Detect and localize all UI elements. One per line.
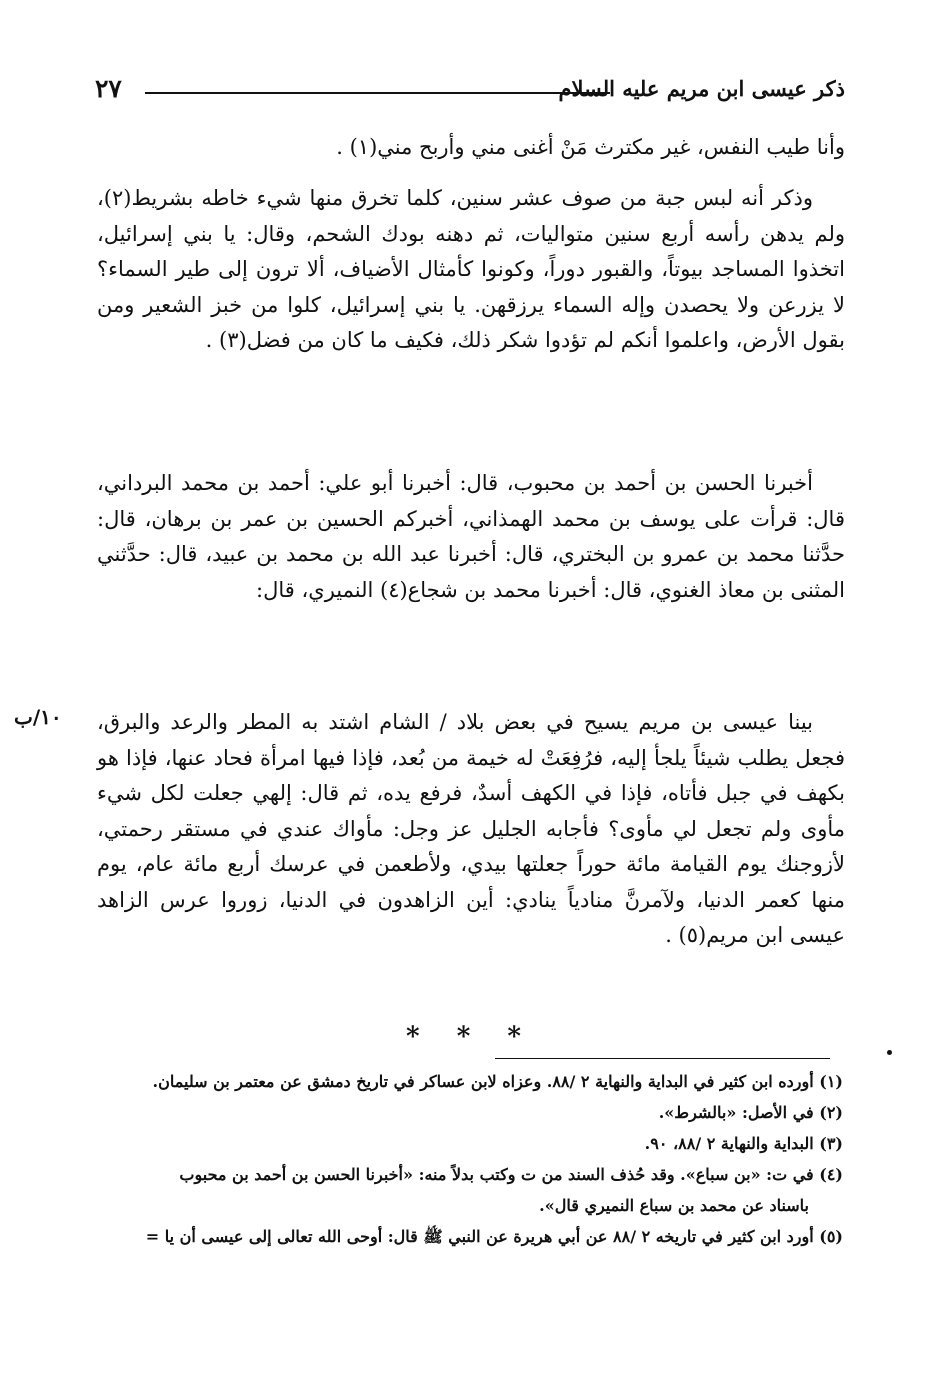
manuscript-folio-ref: ١٠/ب — [14, 705, 62, 729]
footnote-5: (٥) أورد ابن كثير في تاريخه ٢ /٨٨ عن أبي هريرة عن النبي ﷺ قال: أوحى الله تعالى إلى عيسى أن يا = — [145, 1227, 843, 1246]
footnote-2: (٢) في الأصل: «بالشرط». — [658, 1103, 843, 1122]
footnote-4-continued: باسناد عن محمد بن سباع النميري قال». — [539, 1196, 809, 1215]
page-header — [95, 70, 845, 114]
running-title: ذكر عيسى ابن مريم عليه السلام — [558, 76, 845, 101]
paragraph-isnad: أخبرنا الحسن بن أحمد بن محبوب، قال: أخبرنا أبو علي: أحمد بن محمد البرداني، قال: قرأت على يوسف بن محمد الهمذاني، أخبركم الحسين بن عمر بن برهان، قال: حدَّثنا محمد بن عمرو بن البختري، قال: أخبرنا عبد الله بن محمد بن عبيد، قال: حدَّثني المثنى بن معاذ الغنوي، قال: أخبرنا محمد بن شجاع(٤) النميري، قال: — [97, 471, 845, 602]
page-number: ٢٧ — [95, 74, 122, 103]
header-rule — [145, 92, 610, 94]
paragraph-narration: بينا عيسى بن مريم يسيح في بعض بلاد / الشام اشتد به المطر والرعد والبرق، فجعل يطلب شيئاً يلجأ إليه، فرُفِعَتْ له خيمة من بُعد، فإذا فيها امرأة فحاد عنها، فإذا هو بكهف في جبل فأتاه، فإذا في الكهف أسدٌ، فرفع يده، ثم قال: إلهي جعلت لكل شيء مأوى ولم تجعل لي مأوى؟ فأجابه الجليل عز وجل: مأواك عندي في مستقر رحمتي، لأزوجنك يوم القيامة مائة حوراً جعلتها بيدي، ولأطعمن في عرسك أربع مائة عام، يوم منها كعمر الدنيا، ولآمرنَّ منادياً ينادي: أين الزاهدون في الدنيا، زوروا عرس الزاهد عيسى ابن مريم(٥) . — [97, 710, 845, 947]
footnote-4: (٤) في ت: «بن سباع». وقد حُذف السند من ت وكتب بدلاً منه: «أخبرنا الحسن بن أحمد بن محبوب — [179, 1165, 843, 1184]
footnotes-list — [93, 1066, 843, 1252]
footnote-rule — [495, 1058, 830, 1059]
paragraph-2: وذكر أنه لبس جبة من صوف عشر سنين، كلما تخرق منها شيء خاطه بشريط(٢)، ولم يدهن رأسه أربع سنين متواليات، ثم دهنه بودك الشحم، وقال: يا بني إسرائيل، اتخذوا المساجد بيوتاً، والقبور دوراً، وكونوا كأمثال الأضياف، ألا ترون إلى طير السماء؟ لا يزرعن ولا يحصدن وإله السماء يرزقهن. يا بني إسرائيل، كلوا من خبز الشعير ومن بقول الأرض، واعلموا أنكم لم تؤدوا شكر ذلك، فكيف ما كان من فضل(٣) . — [97, 186, 845, 352]
footnote-3: (٣) البداية والنهاية ٢ /٨٨، ٩٠. — [644, 1134, 843, 1153]
section-separator: * * * — [406, 1022, 535, 1052]
footnote-1: (١) أورده ابن كثير في البداية والنهاية ٢ /٨٨. وعزاه لابن عساكر في تاريخ دمشق عن معتمر بن سليمان. — [152, 1072, 843, 1091]
paragraph-1: وأنا طيب النفس، غير مكترث مَنْ أغنى مني وأربح مني(١) . — [336, 135, 845, 159]
stray-mark — [887, 1050, 892, 1055]
